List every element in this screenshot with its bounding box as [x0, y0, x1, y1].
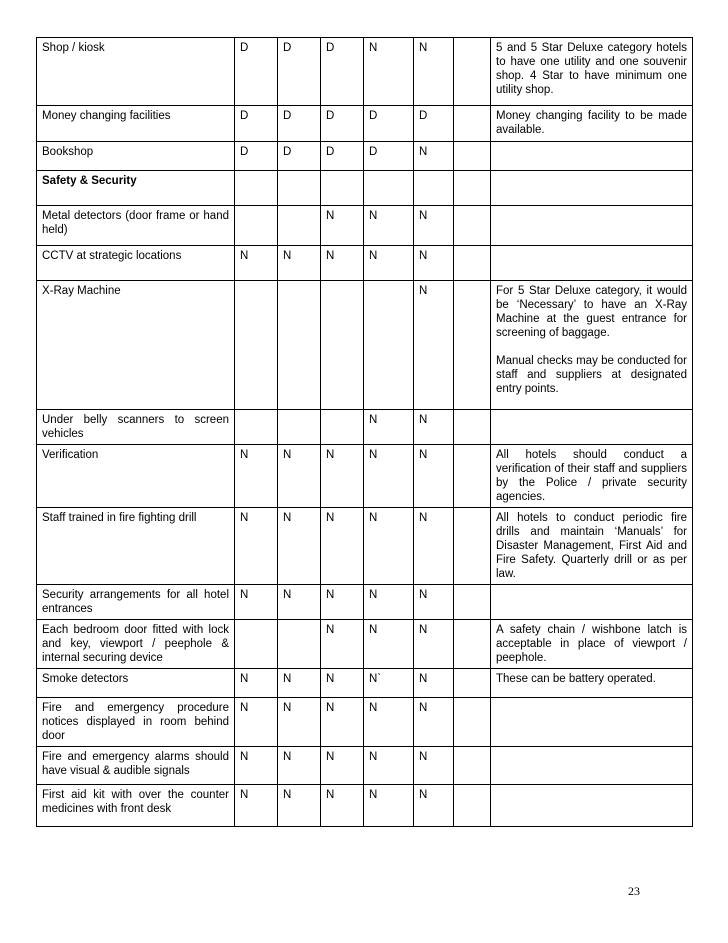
- table-row: [37, 410, 693, 445]
- category-6-cell: [454, 785, 491, 827]
- table-row: [37, 38, 693, 106]
- category-4-cell: [364, 281, 414, 410]
- category-2-cell: D: [278, 106, 321, 142]
- remarks-paragraph: Money changing facility to be made available.: [496, 110, 687, 136]
- category-1-cell: [235, 410, 278, 445]
- category-5-cell: D: [414, 106, 454, 142]
- category-3-cell: N: [321, 747, 364, 785]
- category-2-cell: [278, 171, 321, 206]
- category-4-cell: N: [364, 785, 414, 827]
- category-2-cell: N: [278, 246, 321, 281]
- category-6-cell: [454, 171, 491, 206]
- category-5-cell: N: [414, 410, 454, 445]
- category-5-cell: N: [414, 38, 454, 106]
- category-5-cell: N: [414, 585, 454, 620]
- category-6-cell: [454, 445, 491, 508]
- category-2-cell: [278, 281, 321, 410]
- category-3-cell: N: [321, 445, 364, 508]
- category-2-cell: N: [278, 698, 321, 747]
- table-row: [37, 142, 693, 171]
- category-4-cell: N: [364, 445, 414, 508]
- facility-label: X-Ray Machine: [37, 281, 235, 410]
- category-1-cell: N: [235, 246, 278, 281]
- category-6-cell: [454, 508, 491, 585]
- table-row: [37, 698, 693, 747]
- category-3-cell: N: [321, 585, 364, 620]
- category-4-cell: N: [364, 410, 414, 445]
- category-4-cell: N: [364, 38, 414, 106]
- table-row: [37, 206, 693, 246]
- category-1-cell: N: [235, 698, 278, 747]
- category-2-cell: N: [278, 785, 321, 827]
- remarks-cell: [491, 206, 693, 246]
- category-5-cell: N: [414, 508, 454, 585]
- category-6-cell: [454, 585, 491, 620]
- facility-label: Metal detectors (door frame or hand held): [37, 206, 235, 246]
- category-3-cell: N: [321, 669, 364, 698]
- category-6-cell: [454, 410, 491, 445]
- category-6-cell: [454, 38, 491, 106]
- remarks-cell: [491, 246, 693, 281]
- category-3-cell: N: [321, 785, 364, 827]
- category-1-cell: D: [235, 38, 278, 106]
- category-2-cell: N: [278, 445, 321, 508]
- category-4-cell: N: [364, 698, 414, 747]
- table-row: [37, 620, 693, 669]
- category-4-cell: D: [364, 106, 414, 142]
- category-5-cell: N: [414, 747, 454, 785]
- category-5-cell: N: [414, 142, 454, 171]
- category-2-cell: N: [278, 747, 321, 785]
- remarks-cell: [491, 106, 693, 142]
- category-1-cell: N: [235, 747, 278, 785]
- table-row: [37, 669, 693, 698]
- table-row: [37, 246, 693, 281]
- category-5-cell: N: [414, 206, 454, 246]
- category-1-cell: N: [235, 785, 278, 827]
- category-2-cell: [278, 206, 321, 246]
- category-2-cell: D: [278, 142, 321, 171]
- section-heading: Safety & Security: [37, 171, 235, 206]
- category-4-cell: N`: [364, 669, 414, 698]
- category-1-cell: D: [235, 142, 278, 171]
- table-row: [37, 281, 693, 410]
- category-4-cell: D: [364, 142, 414, 171]
- category-4-cell: N: [364, 585, 414, 620]
- remarks-cell: [491, 281, 693, 410]
- remarks-cell: [491, 620, 693, 669]
- facility-label: Bookshop: [37, 142, 235, 171]
- remarks-paragraph: Manual checks may be conducted for staff and suppliers at designated entry points.: [496, 355, 687, 395]
- category-6-cell: [454, 206, 491, 246]
- remarks-paragraph: These can be battery operated.: [496, 673, 656, 685]
- category-2-cell: N: [278, 669, 321, 698]
- category-3-cell: N: [321, 508, 364, 585]
- table-row: [37, 171, 693, 206]
- facility-label: First aid kit with over the counter medicines with front desk: [37, 785, 235, 827]
- category-3-cell: D: [321, 142, 364, 171]
- category-2-cell: [278, 620, 321, 669]
- category-5-cell: N: [414, 669, 454, 698]
- category-4-cell: [364, 171, 414, 206]
- category-6-cell: [454, 246, 491, 281]
- remarks-cell: [491, 38, 693, 106]
- table-row: [37, 106, 693, 142]
- category-3-cell: D: [321, 106, 364, 142]
- facility-label: Fire and emergency alarms should have visual & audible signals: [37, 747, 235, 785]
- facility-label: Fire and emergency procedure notices displayed in room behind door: [37, 698, 235, 747]
- category-2-cell: [278, 410, 321, 445]
- category-5-cell: N: [414, 698, 454, 747]
- category-6-cell: [454, 620, 491, 669]
- category-3-cell: N: [321, 698, 364, 747]
- category-2-cell: N: [278, 508, 321, 585]
- category-4-cell: N: [364, 620, 414, 669]
- remarks-cell: [491, 508, 693, 585]
- remarks-cell: [491, 785, 693, 827]
- category-1-cell: [235, 281, 278, 410]
- facility-label: Verification: [37, 445, 235, 508]
- category-6-cell: [454, 142, 491, 171]
- category-3-cell: N: [321, 620, 364, 669]
- standards-table: [36, 37, 693, 827]
- facility-label: Each bedroom door fitted with lock and key, viewport / peephole & internal securing device: [37, 620, 235, 669]
- category-1-cell: [235, 620, 278, 669]
- remarks-cell: [491, 410, 693, 445]
- category-3-cell: N: [321, 246, 364, 281]
- remarks-cell: [491, 698, 693, 747]
- category-5-cell: N: [414, 281, 454, 410]
- category-1-cell: N: [235, 669, 278, 698]
- category-2-cell: D: [278, 38, 321, 106]
- category-2-cell: N: [278, 585, 321, 620]
- table-row: [37, 445, 693, 508]
- table-row: [37, 585, 693, 620]
- category-4-cell: N: [364, 246, 414, 281]
- facility-label: Under belly scanners to screen vehicles: [37, 410, 235, 445]
- category-5-cell: N: [414, 246, 454, 281]
- remarks-cell: [491, 669, 693, 698]
- category-3-cell: N: [321, 206, 364, 246]
- remarks-paragraph: All hotels should conduct a verification of their staff and suppliers by the Police / private security agencies.: [496, 449, 687, 503]
- table-row: [37, 785, 693, 827]
- category-3-cell: [321, 171, 364, 206]
- table-row: [37, 747, 693, 785]
- facility-label: CCTV at strategic locations: [37, 246, 235, 281]
- remarks-paragraph: A safety chain / wishbone latch is acceptable in place of viewport / peephole.: [496, 624, 687, 664]
- category-6-cell: [454, 669, 491, 698]
- category-3-cell: [321, 410, 364, 445]
- category-1-cell: N: [235, 445, 278, 508]
- remarks-paragraph: All hotels to conduct periodic fire drills and maintain ‘Manuals’ for Disaster Management, First Aid and Fire Safety. Quarterly drill or as per law.: [496, 512, 687, 580]
- category-1-cell: [235, 171, 278, 206]
- remarks-cell: [491, 585, 693, 620]
- remarks-cell: [491, 445, 693, 508]
- remarks-cell: [491, 142, 693, 171]
- category-4-cell: N: [364, 508, 414, 585]
- remarks-cell: [491, 171, 693, 206]
- category-6-cell: [454, 106, 491, 142]
- facility-label: Smoke detectors: [37, 669, 235, 698]
- category-5-cell: N: [414, 785, 454, 827]
- category-6-cell: [454, 698, 491, 747]
- page-number: 23: [628, 884, 640, 898]
- category-1-cell: N: [235, 585, 278, 620]
- category-3-cell: D: [321, 38, 364, 106]
- facility-label: Money changing facilities: [37, 106, 235, 142]
- category-5-cell: N: [414, 620, 454, 669]
- facility-label: Staff trained in fire fighting drill: [37, 508, 235, 585]
- category-3-cell: [321, 281, 364, 410]
- category-1-cell: [235, 206, 278, 246]
- remarks-paragraph: 5 and 5 Star Deluxe category hotels to have one utility and one souvenir shop. 4 Star to have minimum one utility shop.: [496, 42, 687, 96]
- table-row: [37, 508, 693, 585]
- category-1-cell: D: [235, 106, 278, 142]
- category-4-cell: N: [364, 206, 414, 246]
- facility-label: Security arrangements for all hotel entrances: [37, 585, 235, 620]
- category-6-cell: [454, 281, 491, 410]
- category-1-cell: N: [235, 508, 278, 585]
- remarks-paragraph: For 5 Star Deluxe category, it would be ‘Necessary’ to have an X-Ray Machine at the guest entrance for screening of baggage.: [496, 285, 687, 339]
- category-5-cell: [414, 171, 454, 206]
- remarks-cell: [491, 747, 693, 785]
- category-6-cell: [454, 747, 491, 785]
- category-4-cell: N: [364, 747, 414, 785]
- facility-label: Shop / kiosk: [37, 38, 235, 106]
- category-5-cell: N: [414, 445, 454, 508]
